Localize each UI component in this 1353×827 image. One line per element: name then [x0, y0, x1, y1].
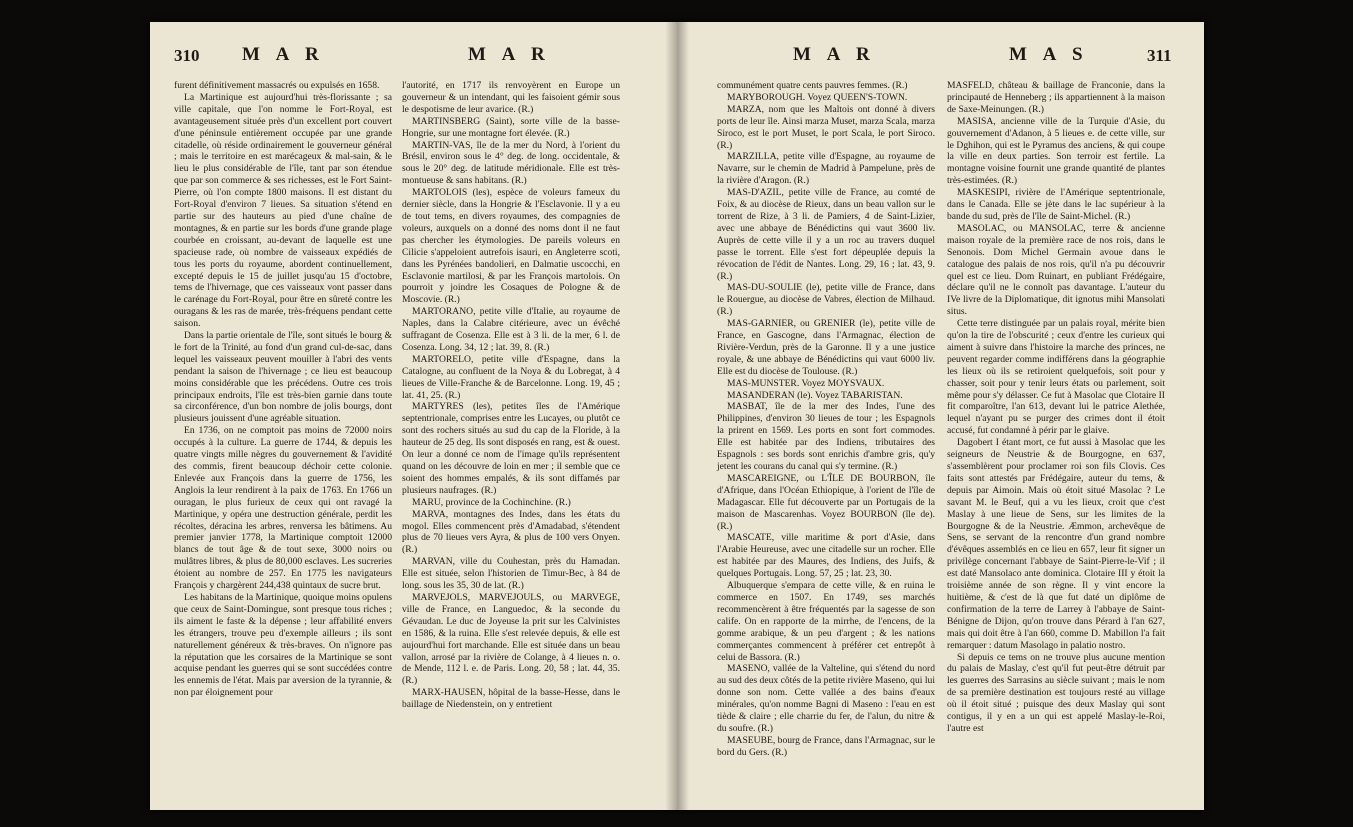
paragraph: MASCAREIGNE, ou L'ÎLE DE BOURBON, île d'Afrique, dans l'Océan Ethiopique, à l'orient de l'île de Madagascar. Elle fut découverte par un Portugais de la maison de Mascarenhas. Voyez BOURBON (île de). (R.): [717, 472, 935, 532]
paragraph: Dans la partie orientale de l'île, sont situés le bourg & le fort de la Trinité, au fond d'un grand cul-de-sac, dans lequel les vaisseaux peuvent mouiller à l'abri des vents pendant la saison de l'hivernage ; ce lieu est beaucoup moins considérable que les précédens. Outre ces trois principaux endroits, l'île est très-bien garnie dans toute sa circonférence, d'un bon nombre de jolis bourgs, dont plusieurs jouissent d'une agréable situation.: [174, 330, 392, 425]
paragraph: MARTIN-VAS, île de la mer du Nord, à l'orient du Brésil, environ sous le 4° deg. de long. occidentale, & sous le 20° deg. de latitude méridionale. Elle est très-montueuse & sans habitans. (R.): [402, 139, 620, 187]
paragraph: MARTOLOIS (les), espèce de voleurs fameux du dernier siècle, dans la Hongrie & l'Esclavonie. Il y a eu de tout tems, en divers royaumes, des compagnies de voleurs, auxquels on a donné des noms dont il ne faut pas chercher les étymologies. De pareils voleurs en Cilicie s'appeloient autrefois isauri, en Angleterre scoti, dans les Pyrénées bandolieri, en Dalmatie uscocchi, en Esclavonie martilosi, & par les François martolois. On pourroit y joindre les Cosaques de Pologne & de Moscovie. (R.): [402, 187, 620, 306]
text-column-right: [402, 80, 620, 711]
paragraph: MASANDERAN (le). Voyez TABARISTAN.: [727, 389, 903, 401]
paragraph: MASOLAC, ou MANSOLAC, terre & ancienne maison royale de la première race de nos rois, dans le Senonois. Dom Michel Germain avoue dans le catalogue des palais de nos rois, qu'il n'a pu découvrir quel est ce lieu. Dom Ruinart, en publiant Frédégaire, déclare qu'il ne le connoît pas davantage. L'auteur du IVe livre de la Diplomatique, dit ignotus mihi Mansolati situs.: [947, 222, 1165, 318]
text-column-right: [947, 80, 1165, 735]
page-number: 311: [1147, 46, 1172, 65]
paragraph: MAS-D'AZIL, petite ville de France, au comté de Foix, & au diocèse de Rieux, dans un beau vallon sur le torrent de Rize, à 3 li. de Pamiers, 4 de Saint-Lizier, avec une abbaye de Bénédictins qui vaut 3600 liv. Auprès de cette ville il y a un roc au travers duquel passe le torrent. Elle s'est fort dépeuplée depuis la révocation de l'édit de Nantes. Long. 29, 16 ; lat. 43, 9. (R.): [717, 187, 935, 282]
paragraph: furent définitivement massacrés ou expulsés en 1658.: [174, 80, 380, 91]
paragraph: MAS-GARNIER, ou GRENIER (le), petite ville de France, en Gascogne, dans l'Armagnac, élection de Rivière-Verdun, près de la Garonne. Il y a une justice royale, & une abbaye de Bénédictins qui vaut 6000 liv. Elle est du diocèse de Toulouse. (R.): [717, 318, 935, 377]
paragraph: Cette terre distinguée par un palais royal, mérite bien qu'on la tire de l'obscurité ; ceux d'entre les curieux qui aiment à suivre dans l'histoire la marche des princes, ne peuvent regarder comme indifférens dans la géographie les lieux où ils se retiroient quelquefois, soit pour y chasser, soit pour y tenir leurs états ou parlement, soit même pour s'y délasser. Ce fut à Masolac que Clotaire II fit comparoître, l'an 613, devant lui le patrice Alethée, lequel n'ayant pu se purger des crimes dont il étoit accusé, fut condamné à périr par le glaive.: [947, 318, 1165, 437]
running-head: M A R: [468, 44, 551, 65]
left-page: [150, 22, 677, 810]
paragraph: MARTORANO, petite ville d'Italie, au royaume de Naples, dans la Calabre citérieure, avec un évêché suffragant de Cosenza. Elle est à 3 li. de la mer, 6 l. de Cosenza. Long. 34, 12 ; lat. 39, 8. (R.): [402, 306, 620, 353]
paragraph: MARTINSBERG (Saint), sorte ville de la basse-Hongrie, sur une montagne fort élevée. (R.): [402, 115, 620, 139]
paragraph: MASKESIPI, rivière de l'Amérique septentrionale, dans le Canada. Elle se jète dans le lac supérieur à la bande du sud, près de l'île de Saint-Michel. (R.): [947, 187, 1165, 222]
paragraph: MARYBOROUGH. Voyez QUEEN'S-TOWN.: [727, 91, 908, 103]
paragraph: MASISA, ancienne ville de la Turquie d'Asie, du gouvernement d'Adanon, à 5 lieues e. de cette ville, sur le Dghihon, qui est le Pyramus des anciens, & qui coupe la ville en deux parties. Son terroir est fertile. La montagne voisine fournit une grande quantité de plantes très-estimées. (R.): [947, 115, 1165, 187]
book-spread: [150, 22, 1204, 810]
paragraph: MARVA, montagnes des Indes, dans les états du mogol. Elles commencent près d'Amadabad, s'étendent plus de 70 lieues vers Ayra, & plus de 100 vers Onyen. (R.): [402, 508, 620, 556]
paragraph: MASBAT, île de la mer des Indes, l'une des Philippines, d'environ 30 lieues de tour ; les Espagnols la prirent en 1569. Les ports en sont fort commodes. Elle est habitée par des Indiens, tributaires des Espagnols : ses bords sont enrichis d'ambre gris, qu'y jetent les courans du canal qui s'y termine. (R.): [717, 401, 935, 472]
right-page: [677, 22, 1204, 810]
paragraph: La Martinique est aujourd'hui très-florissante ; sa ville capitale, que l'on nomme le Fort-Royal, est avantageusement située près d'un excellent port couvert d'une péninsule entièrement occupée par une grande citadelle, où réside ordinairement le gouverneur général ; mais le territoire en est marécageux & mal-sain, & le lieu le plus considérable de l'île, tant par son étendue que par son commerce & ses richesses, est le Fort Saint-Pierre, où l'on compte 1800 maisons. Il est distant du Fort-Royal d'environ 7 lieues. Sa situation s'étend en partie sur des hauteurs au pied d'une chaîne de montagnes, & en partie sur les bords d'une grande plage courbée en croissant, au-devant de laquelle est une spacieuse rade, où nombre de vaisseaux expédiés de tous les ports du royaume, abordent continuellement, excepté depuis le 15 de juillet jusqu'au 15 d'octobre, tems de l'hivernage, que ces vaisseaux vont passer dans le carénage du Fort-Royal, pour être en sûreté contre les ouragans & les ras de marée, très-fréquens pendant cette saison.: [174, 91, 392, 330]
paragraph: MASCATE, ville maritime & port d'Asie, dans l'Arabie Heureuse, avec une citadelle sur un rocher. Elle est habitée par des Maures, des Indiens, des Juifs, & quelques Portugais. Long. 57, 25 ; lat. 23, 30.: [717, 532, 935, 580]
text-column-left: [174, 80, 392, 699]
paragraph: communément quatre cents pauvres femmes. (R.): [717, 80, 908, 91]
paragraph: MAS-DU-SOULIE (le), petite ville de France, dans le Rouergue, au diocèse de Vabres, élection de Milhaud. (R.): [717, 282, 935, 318]
paragraph: MARX-HAUSEN, hôpital de la basse-Hesse, dans le baillage de Niedenstein, on y entretient: [402, 687, 620, 711]
left-page-header: [150, 46, 677, 70]
paragraph: MARZILLA, petite ville d'Espagne, au royaume de Navarre, sur le chemin de Madrid à Pampelune, près de la rivière d'Aragon. (R.): [717, 151, 935, 187]
paragraph: MARVEJOLS, MARVEJOULS, ou MARVEGE, ville de France, en Languedoc, & la seconde du Gévaudan. Le duc de Joyeuse la prit sur les Calvinistes en 1586, & la ruina. Elle s'est relevée depuis, & elle est aujourd'hui fort marchande. Elle est située dans un beau vallon, arrosé par la rivière de Colange, à 4 lieues n. o. de Mende, 112 l. e. de Paris. Long. 20, 58 ; lat. 44, 35. (R.): [402, 591, 620, 687]
paragraph: l'autorité, en 1717 ils renvoyèrent en Europe un gouverneur & un intendant, qui les faisoient gémir sous le despotisme de leur avarice. (R.): [402, 80, 620, 115]
paragraph: Dagobert I étant mort, ce fut aussi à Masolac que les seigneurs de Neustrie & de Bourgogne, en 637, s'assemblèrent pour proclamer roi son fils Clovis. Ces faits sont attestés par Frédégaire, auteur du tems, & depuis par Aimoin. Mais où étoit situé Masolac ? Le savant M. le Beuf, qui a vu les lieux, croit que c'est Maslay à une lieue de Sens, sur les limites de la Bourgogne & de la Neustrie. Æmmon, archevêque de Sens, se servant de la rencontre d'un grand nombre d'évêques assemblés en ce lieu en 657, leur fit signer un privilège concernant l'abbaye de Saint-Pierre-le-Vif ; il est daté Mansolaco ante dominica. Clotaire III y étoit la troisième année de son règne. Il y vint encore la huitième, & c'est de là que fut daté un diplôme de confirmation de la terre de Larrey à l'abbaye de Saint-Bénigne de Dijon, qu'on trouve dans Pérard à l'an 627, mais qui doit être à l'an 660, comme D. Mabillon l'a fait remarquer : datum Masolago in palatio nostro.: [947, 437, 1165, 651]
text-column-left: [717, 80, 935, 759]
paragraph: MARTORELO, petite ville d'Espagne, dans la Catalogne, au confluent de la Noya & du Lobregat, à 4 lieues de Ville-Franche & de Barcelonne. Long. 19, 45 ; lat. 41, 25. (R.): [402, 353, 620, 401]
running-head: M A S: [1009, 44, 1089, 65]
paragraph: MASEUBE, bourg de France, dans l'Armagnac, sur le bord du Gers. (R.): [717, 734, 935, 758]
paragraph: Si depuis ce tems on ne trouve plus aucune mention du palais de Maslay, c'est qu'il fut peut-être détruit par les guerres des Sarrasins au siècle suivant ; mais le nom de sa première destination est toujours resté au village où il étoit situé ; puisque des deux Maslay qui sont contigus, il y en a un qui est appelé Maslay-le-Roi, l'autre est: [947, 651, 1165, 734]
right-page-header: [677, 46, 1204, 70]
paragraph: Les habitans de la Martinique, quoique moins opulens que ceux de Saint-Domingue, sont presque tous riches ; ils aiment le faste & la dépense ; leur affabilité envers les étrangers, trouve peu d'exemple ailleurs ; ils sont naturellement généreux & très-braves. On n'ignore pas la réputation que les corsaires de la Martinique se sont acquise pendant les guerres qui se sont succédées contre les ennemis de l'état. Mais par aversion de la tyrannie, & non par éloignement pour: [174, 591, 392, 699]
paragraph: Albuquerque s'empara de cette ville, & en ruina le commerce en 1507. En 1749, ses marchés recommencèrent à être fréquentés par la sagesse de son calife. On en rapporte de la mirrhe, de l'encens, de la gomme arabique, & un peu d'argent ; & les nations commerçantes commencent à préférer cet entrepôt à celui de Bassora. (R.): [717, 580, 935, 663]
page-number: 310: [174, 46, 200, 65]
paragraph: MARU, province de la Cochinchine. (R.): [412, 496, 571, 508]
paragraph: En 1736, on ne comptoit pas moins de 72000 noirs occupés à la culture. La guerre de 1744, & depuis les quatre vingts mille nègres du gouvernement & l'avidité des commis, firent beaucoup déchoir cette colonie. Enlevée aux François dans la guerre de 1756, les Anglois la leur rendirent à la paix de 1763. En 1766 un ouragan, le plus furieux de ceux qui ont ravagé la Martinique, y opéra une destruction générale, perdit les récoltes, déracina les arbres, renversa les bâtimens. Au premier janvier 1778, la Martinique comptoit 12000 blancs de tout âge & de tout sexe, 3000 noirs ou mulâtres libres, & plus de 80,000 esclaves. Les sucreries étoient au nombre de 257. En 1775 les navigateurs François y chargèrent 244,438 quintaux de sucre brut.: [174, 425, 392, 592]
paragraph: MARTYRES (les), petites îles de l'Amérique septentrionale, comprises entre les Lucayes, ou plutôt ce sont des rochers situés au sud du cap de la Floride, à la hauteur de 25 deg. Ils sont disposés en rang, est & ouest. On leur a donné ce nom de l'image qu'ils représentent quand on les découvre de loin en mer ; il semble que ce soient des hommes empalés, & ils sont diffamés par plusieurs naufrages. (R.): [402, 401, 620, 496]
paragraph: MARZA, nom que les Maltois ont donné à divers ports de leur île. Ainsi marza Muset, marza Scala, marza Siroco, est le port Muset, le port Scala, le port Siroco. (R.): [717, 103, 935, 151]
book-gutter: [665, 22, 689, 810]
paragraph: MASENO, vallée de la Valteline, qui s'étend du nord au sud des deux côtés de la petite rivière Maseno, qui lui donne son nom. Cette vallée a des bains d'eaux minérales, qu'on nomme Bagni di Maseno : l'eau en est tiède & claire ; elle charrie du fer, de l'alun, du nitre & du soufre. (R.): [717, 663, 935, 734]
paragraph: MAS-MUNSTER. Voyez MOYSVAUX.: [727, 377, 885, 389]
paragraph: MASFELD, château & baillage de Franconie, dans la principauté de Henneberg ; ils appartiennent à la maison de Saxe-Meinungen. (R.): [947, 80, 1165, 115]
running-head: M A R: [242, 44, 325, 65]
running-head: M A R: [793, 44, 876, 65]
paragraph: MARVAN, ville du Couhestan, près du Hamadan. Elle est située, selon l'historien de Timur-Bec, à 84 de long. sous les 35, 30 de lat. (R.): [402, 556, 620, 592]
